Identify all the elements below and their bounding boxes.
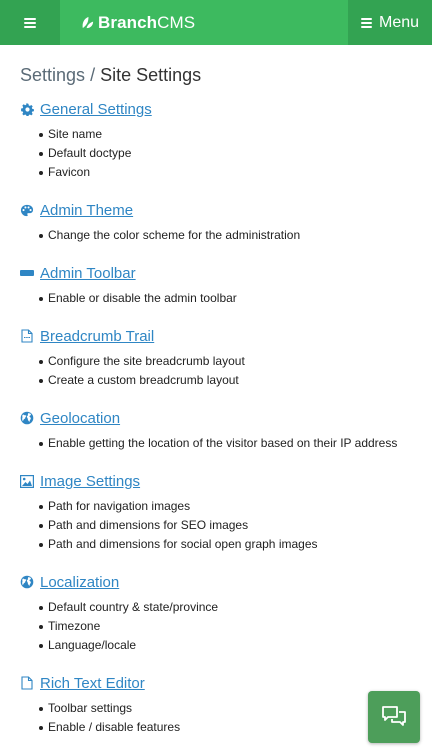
localization-link[interactable]: Localization bbox=[40, 573, 120, 591]
breadcrumb-icon bbox=[20, 329, 34, 343]
breadcrumb-settings-link[interactable]: Settings bbox=[20, 65, 86, 85]
breadcrumb-current: Site Settings bbox=[100, 65, 202, 85]
list-item: Path and dimensions for SEO images bbox=[48, 516, 432, 535]
list-item: Change the color scheme for the administration bbox=[48, 226, 432, 245]
brand-name-bold: Branch bbox=[98, 12, 158, 32]
list-item: Default doctype bbox=[48, 144, 432, 163]
admin-toolbar-link[interactable]: Admin Toolbar bbox=[40, 264, 136, 282]
list-item: Enable or disable the admin toolbar bbox=[48, 289, 432, 308]
section-geolocation bbox=[20, 405, 432, 453]
section-admin-toolbar bbox=[20, 260, 432, 308]
menu-label: Menu bbox=[378, 13, 420, 31]
list-item: Favicon bbox=[48, 163, 432, 182]
list-item: Toolbar settings bbox=[48, 699, 432, 718]
list-item: Path and dimensions for social open graph images bbox=[48, 535, 432, 554]
brand-name-light: CMS bbox=[157, 12, 196, 32]
leaf-icon bbox=[80, 15, 95, 30]
list-item: Configure the site breadcrumb layout bbox=[48, 352, 432, 371]
list-item: Language/locale bbox=[48, 636, 432, 655]
list-item: Path for navigation images bbox=[48, 497, 432, 516]
list-item: Site name bbox=[48, 125, 432, 144]
brand-logo[interactable] bbox=[60, 0, 348, 45]
top-bar bbox=[0, 0, 432, 45]
hamburger-icon bbox=[24, 18, 36, 28]
rich-text-editor-link[interactable]: Rich Text Editor bbox=[40, 674, 145, 692]
list-item: Timezone bbox=[48, 617, 432, 636]
image-settings-link[interactable]: Image Settings bbox=[40, 472, 141, 490]
admin-theme-link[interactable]: Admin Theme bbox=[40, 201, 134, 219]
globe-icon bbox=[20, 411, 34, 425]
list-item: Default country & state/province bbox=[48, 598, 432, 617]
chat-button[interactable] bbox=[368, 691, 420, 743]
menu-icon bbox=[361, 18, 372, 28]
list-item: Enable / disable features bbox=[48, 718, 432, 737]
breadcrumb-separator: / bbox=[90, 65, 96, 85]
list-item: Create a custom breadcrumb layout bbox=[48, 371, 432, 390]
menu-button[interactable] bbox=[348, 0, 432, 45]
section-general-settings bbox=[20, 96, 432, 182]
image-icon bbox=[20, 474, 34, 488]
section-localization bbox=[20, 569, 432, 655]
section-admin-theme bbox=[20, 197, 432, 245]
list-item: Enable getting the location of the visitor based on their IP address bbox=[48, 434, 432, 453]
general-settings-link[interactable]: General Settings bbox=[40, 100, 152, 118]
page-title bbox=[20, 65, 432, 86]
settings-sections bbox=[0, 96, 432, 737]
chat-icon bbox=[381, 705, 407, 729]
globe-icon bbox=[20, 575, 34, 589]
sidebar-toggle-button[interactable] bbox=[0, 0, 60, 45]
breadcrumb-trail-link[interactable]: Breadcrumb Trail bbox=[40, 327, 155, 345]
gear-icon bbox=[20, 102, 34, 116]
section-breadcrumb-trail bbox=[20, 323, 432, 390]
toolbar-icon bbox=[20, 266, 34, 280]
document-icon bbox=[20, 676, 34, 690]
section-image-settings bbox=[20, 468, 432, 554]
palette-icon bbox=[20, 203, 34, 217]
geolocation-link[interactable]: Geolocation bbox=[40, 409, 121, 427]
